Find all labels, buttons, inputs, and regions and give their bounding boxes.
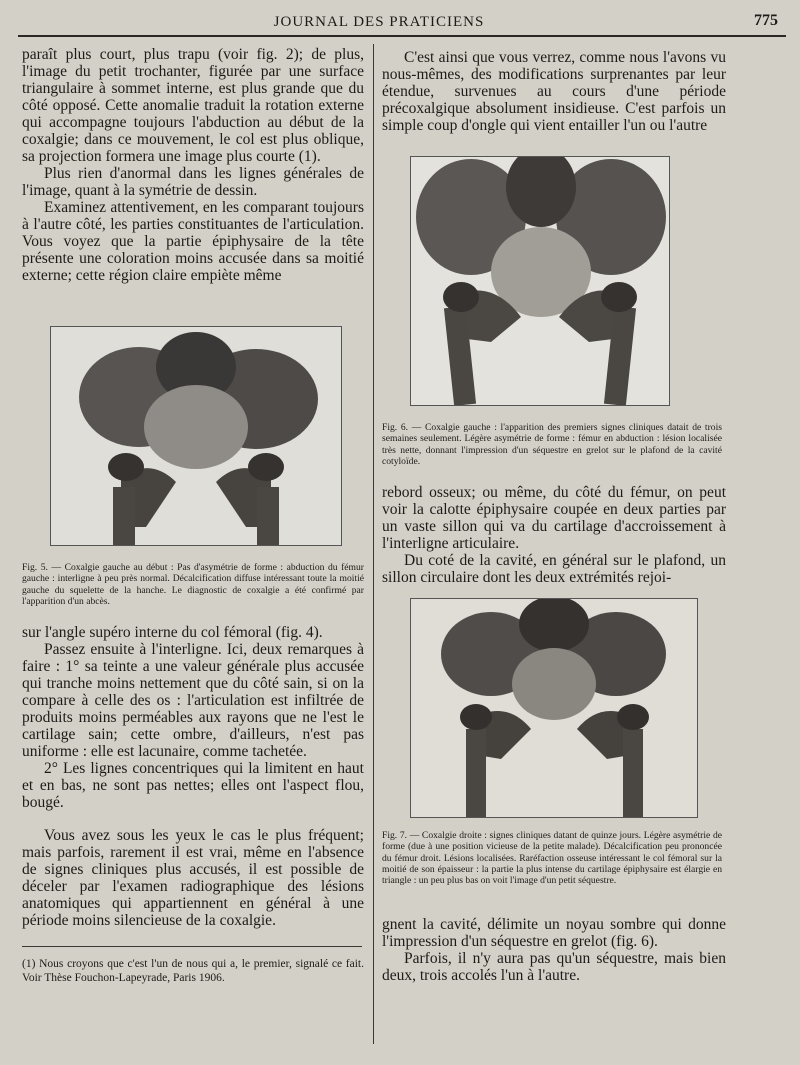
- left-paragraph-1: paraît plus court, plus trapu (voir fig. 2); de plus, l'image du petit trochanter, figurée par une surface triangulaire à sommet interne, est plus grande que du côté opposé. Cette anomalie traduit la rotation externe qui accompagne toujours l'abduction au début de la coxalgie; dans ce mouvement, le col est plus oblique, sa projection formera une image plus courte (1).: [22, 46, 364, 165]
- figure-6-radiograph: [410, 156, 670, 406]
- left-paragraph-5: Passez ensuite à l'interligne. Ici, deux remarques à faire : 1° sa teinte a une valeur générale plus accusée qui tranche moins nettement que du côté sain, si on la compare à celle des os : l'articulation est infiltrée de produits moins perméables aux rayons que ne l'est le cartilage sain; cette ombre, d'ailleurs, n'est pas uniforme : elle est lacunaire, comme tachetée.: [22, 641, 364, 760]
- left-column-bottom: [22, 624, 364, 929]
- figure-5-radiograph: [50, 326, 342, 546]
- left-column-top: [22, 46, 364, 284]
- page-number: 775: [754, 12, 778, 29]
- footnote-rule: [22, 946, 362, 947]
- footnote: (1) Nous croyons que c'est l'un de nous qui a, le premier, signalé ce fait. Voir Thèse Fouchon-Lapeyrade, Paris 1906.: [22, 958, 364, 984]
- running-header-title: JOURNAL DES PRATICIENS: [273, 14, 485, 30]
- figure-7-radiograph: [410, 598, 698, 818]
- column-divider: [373, 44, 374, 1044]
- right-paragraph-3: Du coté de la cavité, en général sur le plafond, un sillon circulaire dont les deux extrémités rejoi-: [382, 552, 726, 586]
- xray-pelvis-5: [51, 327, 341, 545]
- left-paragraph-6: 2° Les lignes concentriques qui la limitent en haut et en bas, ne sont pas nettes; elles ont l'aspect flou, bougé.: [22, 760, 364, 811]
- left-paragraph-2: Plus rien d'anormal dans les lignes générales de l'image, quant à la symétrie de dessin.: [22, 165, 364, 199]
- figure-6-caption: Fig. 6. — Coxalgie gauche : l'apparition des premiers signes cliniques datait de trois semaines seulement. Légère asymétrie de forme : fémur en abduction : lésion localisée très nette, donnant l'impression d'un séquestre en grelot sur le plafond de la cavité cotyloïde.: [382, 422, 722, 467]
- fig6-caption-block: [382, 422, 722, 467]
- xray-pelvis-7: [411, 599, 697, 817]
- right-paragraph-1: C'est ainsi que vous verrez, comme nous l'avons vu nous-mêmes, des modifications surprenantes par leur étendue, survenues au cours d'une période précoxalgique absolument insidieuse. C'est parfois un simple coup d'ongle qui vient entailler l'un ou l'autre: [382, 49, 726, 134]
- right-paragraph-5: Parfois, il n'y aura pas qu'un séquestre, mais bien deux, trois accolés l'un à l'autre.: [382, 950, 726, 984]
- xray-pelvis-6: [411, 157, 669, 405]
- fig7-caption-block: [382, 830, 722, 886]
- right-column-bottom: [382, 916, 726, 984]
- right-paragraph-4: gnent la cavité, délimite un noyau sombre qui donne l'impression d'un séquestre en grelot (fig. 6).: [382, 916, 726, 950]
- figure-7-caption: Fig. 7. — Coxalgie droite : signes cliniques datant de quinze jours. Légère asymétrie de forme (due à une position vicieuse de la petite malade). Décalcification peu prononcée du fémur droit. Lésions localisées. Raréfaction osseuse intéressant le col fémoral sur la moitié de son épaisseur : la partie la plus intense du cartilage épiphysaire est élargie en triangle : un peu plus bas on voit l'image d'un petit séquestre.: [382, 830, 722, 887]
- right-column-top: [382, 49, 726, 134]
- right-paragraph-2: rebord osseux; ou même, du côté du fémur, on peut voir la calotte épiphysaire coupée en deux parties par un vaste sillon qui va du cartilage d'accroissement à l'interligne articulaire.: [382, 484, 726, 552]
- left-paragraph-3: Examinez attentivement, en les comparant toujours à l'autre côté, les parties constituantes de l'articulation. Vous voyez que la partie épiphysaire de la tête présente une coloration moins accusée dans sa moitié externe; cette région claire empiète même: [22, 199, 364, 284]
- left-paragraph-7: Vous avez sous les yeux le cas le plus fréquent; mais parfois, rarement il est vrai, même en l'absence de signes cliniques plus accusés, il est possible de déceler par l'examen radiographique des lésions anatomiques qui appartiennent en général à une période moins silencieuse de la coxalgie.: [22, 827, 364, 929]
- left-paragraph-4: sur l'angle supéro interne du col fémoral (fig. 4).: [22, 624, 323, 641]
- fig5-caption-block: [22, 562, 364, 607]
- right-column-middle: [382, 484, 726, 586]
- figure-5-caption: Fig. 5. — Coxalgie gauche au début : Pas d'asymétrie de forme : abduction du fémur gauche : interligne à peu près normal. Décalcification diffuse intéressant toute la moitié gauche du squelette de la hanche. Le diagnostic de coxalgie a été confirmé par l'apparition d'un abcès.: [22, 562, 364, 607]
- header-rule: [18, 35, 786, 37]
